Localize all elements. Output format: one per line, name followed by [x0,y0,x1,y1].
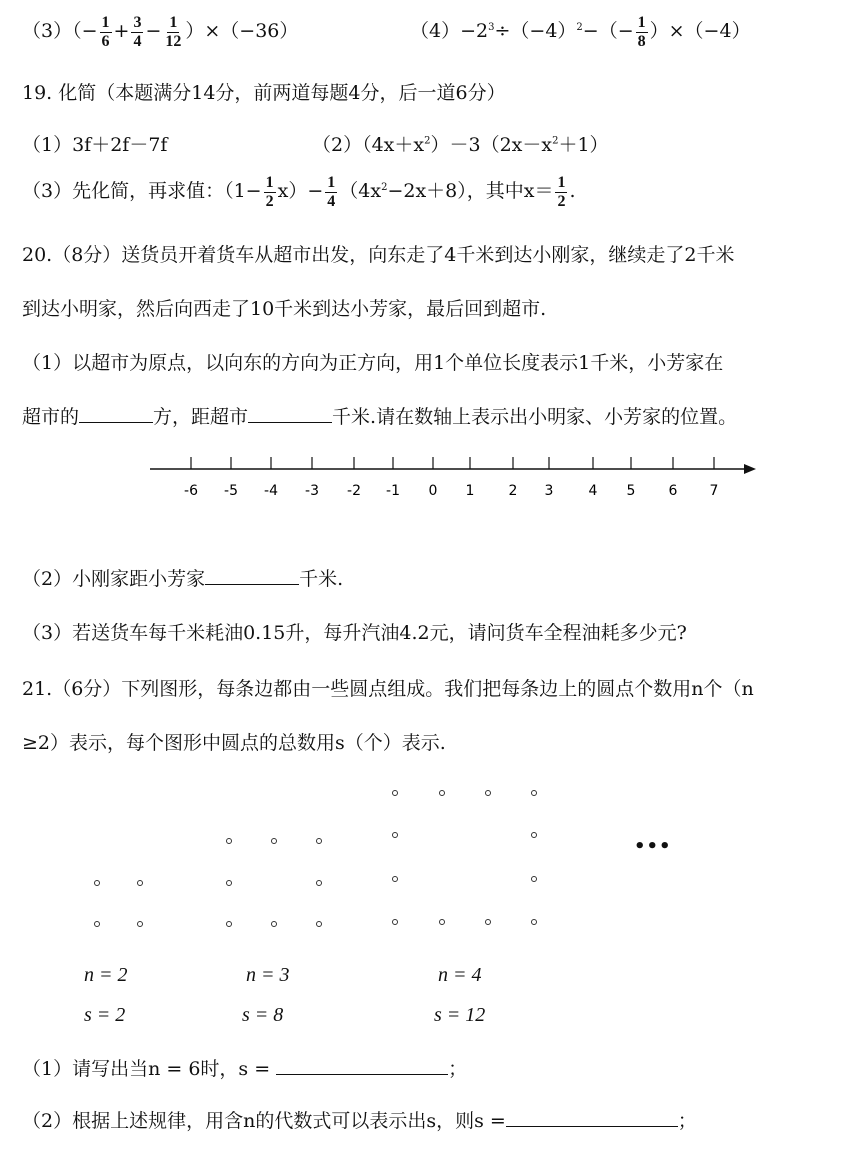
dot [485,790,491,796]
frac-num: 3 [133,14,142,31]
number-line-tick-label: 4 [588,483,598,499]
dot [531,790,537,796]
q18-p3-suffix: ）×（−36） [185,20,299,43]
dot [439,790,445,796]
dot [316,921,322,927]
number-line-tick-label: 7 [709,483,719,499]
dot [271,838,277,844]
answer-blank-gang-fang[interactable] [205,566,299,585]
q20-p1-text-b: 方，距超市 [153,406,249,428]
fig3-s-label: s = 12 [434,1004,486,1026]
q21-p2-text-b: ； [677,1110,697,1132]
number-line-tick-label: -5 [224,483,238,499]
q21-line2: ≥2）表示，每个图形中圆点的总数用s（个）表示. [22,732,446,754]
number-line-tick-label: -6 [184,483,198,499]
exponent: 2 [381,181,388,193]
op: + [113,20,130,43]
answer-blank-distance[interactable] [248,404,332,423]
exponent: 2 [424,135,431,147]
fig2-n-label: n = 3 [246,964,290,986]
dot [392,832,398,838]
q19-part2 [312,130,609,157]
frac-den: 6 [101,32,110,50]
ellipsis: ••• [634,836,672,857]
dot [485,919,491,925]
q20-part1-line2 [22,402,737,429]
q19-p3-e: . [569,180,576,203]
q20-line1: 20.（8分）送货员开着货车从超市出发，向东走了4千米到达小刚家，继续走了2千米 [22,244,735,266]
fraction [131,14,143,50]
q19-p2-b: ）－3（2x－x [430,134,553,156]
answer-blank-s6[interactable] [276,1056,448,1075]
answer-blank-direction[interactable] [79,404,153,423]
q19-p3-b: x）− [277,180,324,203]
number-line-tick-label: -2 [347,483,361,499]
fraction [325,174,337,210]
q20-part3: （3）若送货车每千米耗油0.15升，每升汽油4.2元，请问货车全程油耗多少元? [22,622,687,644]
q21-p1-text-a: （1）请写出当n = 6时，s = [22,1058,277,1080]
dot [137,921,143,927]
q18-p4-suffix: ）×（−4） [649,20,751,43]
dot [316,880,322,886]
exponent: 3 [488,21,495,33]
fig3-n-label: n = 4 [438,964,482,986]
q20-part1-line1: （1）以超市为原点，以向东的方向为正方向，用1个单位长度表示1千米，小芳家在 [22,352,724,374]
fig1-s-label: s = 2 [84,1004,126,1026]
frac-num: 1 [265,174,274,191]
dot [316,838,322,844]
frac-den: 8 [637,32,646,50]
number-line-tick-label: -1 [386,483,400,499]
frac-num: 1 [101,14,110,31]
dot [137,880,143,886]
number-line-tick-label: 2 [508,483,518,499]
frac-den: 4 [327,192,336,210]
q18-p3-prefix: （3）（− [22,20,98,43]
frac-den: 4 [133,32,142,50]
frac-den: 2 [557,192,566,210]
frac-den: 12 [165,32,182,50]
q20-line2: 到达小明家，然后向西走了10千米到达小芳家，最后回到超市. [22,298,547,320]
frac-num: 1 [169,14,178,31]
q18-p4-prefix: （4）−2 [410,20,489,43]
q19-p2-c: ＋1） [558,134,609,156]
q18-part3 [22,14,298,50]
dot [439,919,445,925]
q20-part2 [22,564,343,591]
q20-p1-text-c: 千米.请在数轴上表示出小明家、小芳家的位置。 [332,406,738,428]
exponent: 2 [576,21,583,33]
dot [531,832,537,838]
q21-p1-text-b: ； [448,1058,468,1080]
q19-p3-d: −2x＋8），其中x＝ [387,180,554,203]
fraction [100,14,112,50]
exponent: 2 [552,135,559,147]
dot [531,876,537,882]
number-line-tick-label: 0 [428,483,438,499]
fig1-n-label: n = 2 [84,964,128,986]
fraction [264,174,276,210]
frac-den: 2 [265,192,274,210]
q21-part1 [22,1054,467,1081]
axis-arrow-icon [744,464,756,474]
op: − [145,20,162,43]
q19-part3 [22,174,576,210]
number-line-tick-label: 6 [668,483,678,499]
q20-p2-text-b: 千米. [299,568,344,590]
frac-num: 1 [637,14,646,31]
number-line-tick-label: 3 [544,483,554,499]
frac-num: 1 [327,174,336,191]
fig2-s-label: s = 8 [242,1004,284,1026]
q18-p4-mid: ÷（−4） [494,20,577,43]
dot [531,919,537,925]
q21-line1: 21.（6分）下列图形，每条边都由一些圆点组成。我们把每条边上的圆点个数用n个（n [22,678,754,700]
q18-p4-mid2: −（− [582,20,634,43]
q19-p3-a: （3）先化简，再求值：（1− [22,180,262,203]
dot [392,790,398,796]
dot [94,880,100,886]
q20-p1-text-a: 超市的 [22,406,80,428]
dot [392,876,398,882]
dot [94,921,100,927]
q21-part2 [22,1106,697,1133]
dot [226,880,232,886]
dot [392,919,398,925]
fraction [163,14,183,50]
q19-part1: （1）3f＋2f－7f [22,134,168,156]
q19-p2-a: （2）（4x＋x [312,134,425,156]
fraction [555,174,567,210]
fraction [636,14,648,50]
number-line-tick-label: -3 [305,483,319,499]
dot [271,921,277,927]
q20-p2-text-a: （2）小刚家距小芳家 [22,568,206,590]
number-line-tick-label: 5 [626,483,636,499]
dot [226,921,232,927]
q19-p3-c: （4x [339,180,382,203]
q21-p2-text-a: （2）根据上述规律，用含n的代数式可以表示出s，则s = [22,1110,506,1132]
number-line-tick-label: 1 [465,483,475,499]
answer-blank-formula[interactable] [506,1108,678,1127]
q19-title: 19. 化简（本题满分14分，前两道每题4分，后一道6分） [22,82,506,104]
number-line-tick-label: -4 [264,483,278,499]
dot [226,838,232,844]
q18-part4 [410,14,751,50]
number-line[interactable] [0,450,860,520]
frac-num: 1 [557,174,566,191]
